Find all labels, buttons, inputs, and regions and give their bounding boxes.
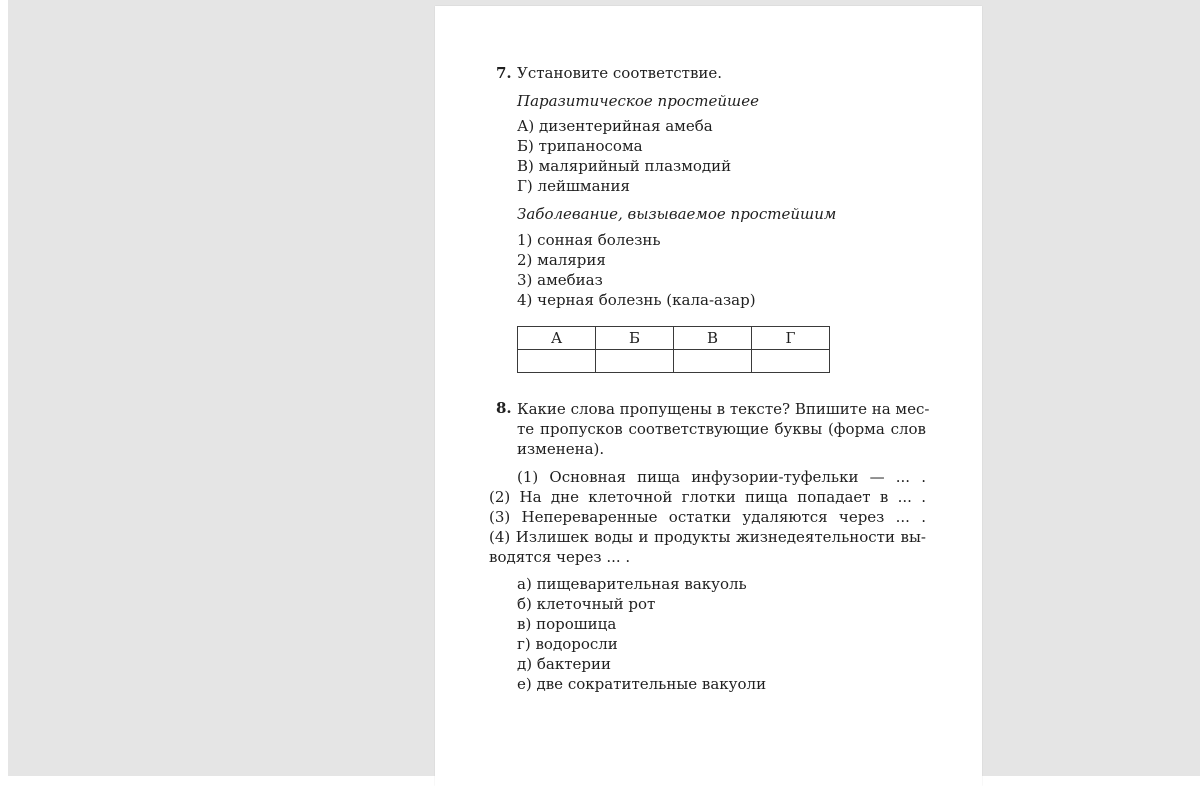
document-page [435, 6, 982, 786]
list-item: 1) сонная болезнь [517, 231, 661, 249]
q7-prompt: Установите соответствие. [517, 64, 723, 82]
q8-prompt-line: те пропусков соответствующие буквы (форма слов [517, 420, 926, 438]
table-header-cell: Г [752, 327, 830, 350]
table-header-cell: А [518, 327, 596, 350]
q7-right-heading: Заболевание, вызываемое простейшим [517, 205, 837, 223]
q8-text-line: (3) Непереваренные остатки удаляются через ... . [489, 508, 926, 526]
list-item: г) водоросли [517, 635, 618, 653]
table-answer-row [518, 350, 830, 373]
q7-left-heading: Паразитическое простейшее [517, 92, 759, 110]
list-item: д) бактерии [517, 655, 611, 673]
q8-text-line: (1) Основная пища инфузории-туфельки — ... . [517, 468, 926, 486]
answer-cell[interactable] [518, 350, 596, 373]
table-header-row [518, 327, 830, 350]
q7-answer-table [517, 326, 830, 373]
list-item: е) две сократительные вакуоли [517, 675, 767, 693]
table-header-cell: Б [596, 327, 674, 350]
list-item: в) порошица [517, 615, 617, 633]
list-item: 4) черная болезнь (кала-азар) [517, 291, 756, 309]
q8-options-list [517, 574, 766, 694]
list-item: В) малярийный плазмодий [517, 157, 732, 175]
q8-text-line: водятся через ... . [489, 548, 631, 566]
q8-number: 8. [496, 399, 512, 417]
list-item: Г) лейшмания [517, 177, 630, 195]
list-item: 2) малярия [517, 251, 606, 269]
answer-cell[interactable] [674, 350, 752, 373]
list-item: Б) трипаносома [517, 137, 643, 155]
list-item: 3) амебиаз [517, 271, 603, 289]
list-item: а) пищеварительная вакуоль [517, 575, 747, 593]
q7-left-list [517, 116, 731, 196]
q7-number: 7. [496, 64, 512, 82]
q8-text-line: (2) На дне клеточной глотки пища попадает в ... . [489, 488, 926, 506]
list-item: А) дизентерийная амеба [517, 117, 713, 135]
list-item: б) клеточный рот [517, 595, 656, 613]
q7-right-list [517, 230, 756, 310]
q8-text-line: (4) Излишек воды и продукты жизнедеятельности вы- [489, 528, 926, 546]
table-header-cell: В [674, 327, 752, 350]
answer-cell[interactable] [752, 350, 830, 373]
q8-prompt-line: изменена). [517, 440, 605, 458]
answer-cell[interactable] [596, 350, 674, 373]
q8-prompt-line: Какие слова пропущены в тексте? Впишите на мес- [517, 400, 930, 418]
